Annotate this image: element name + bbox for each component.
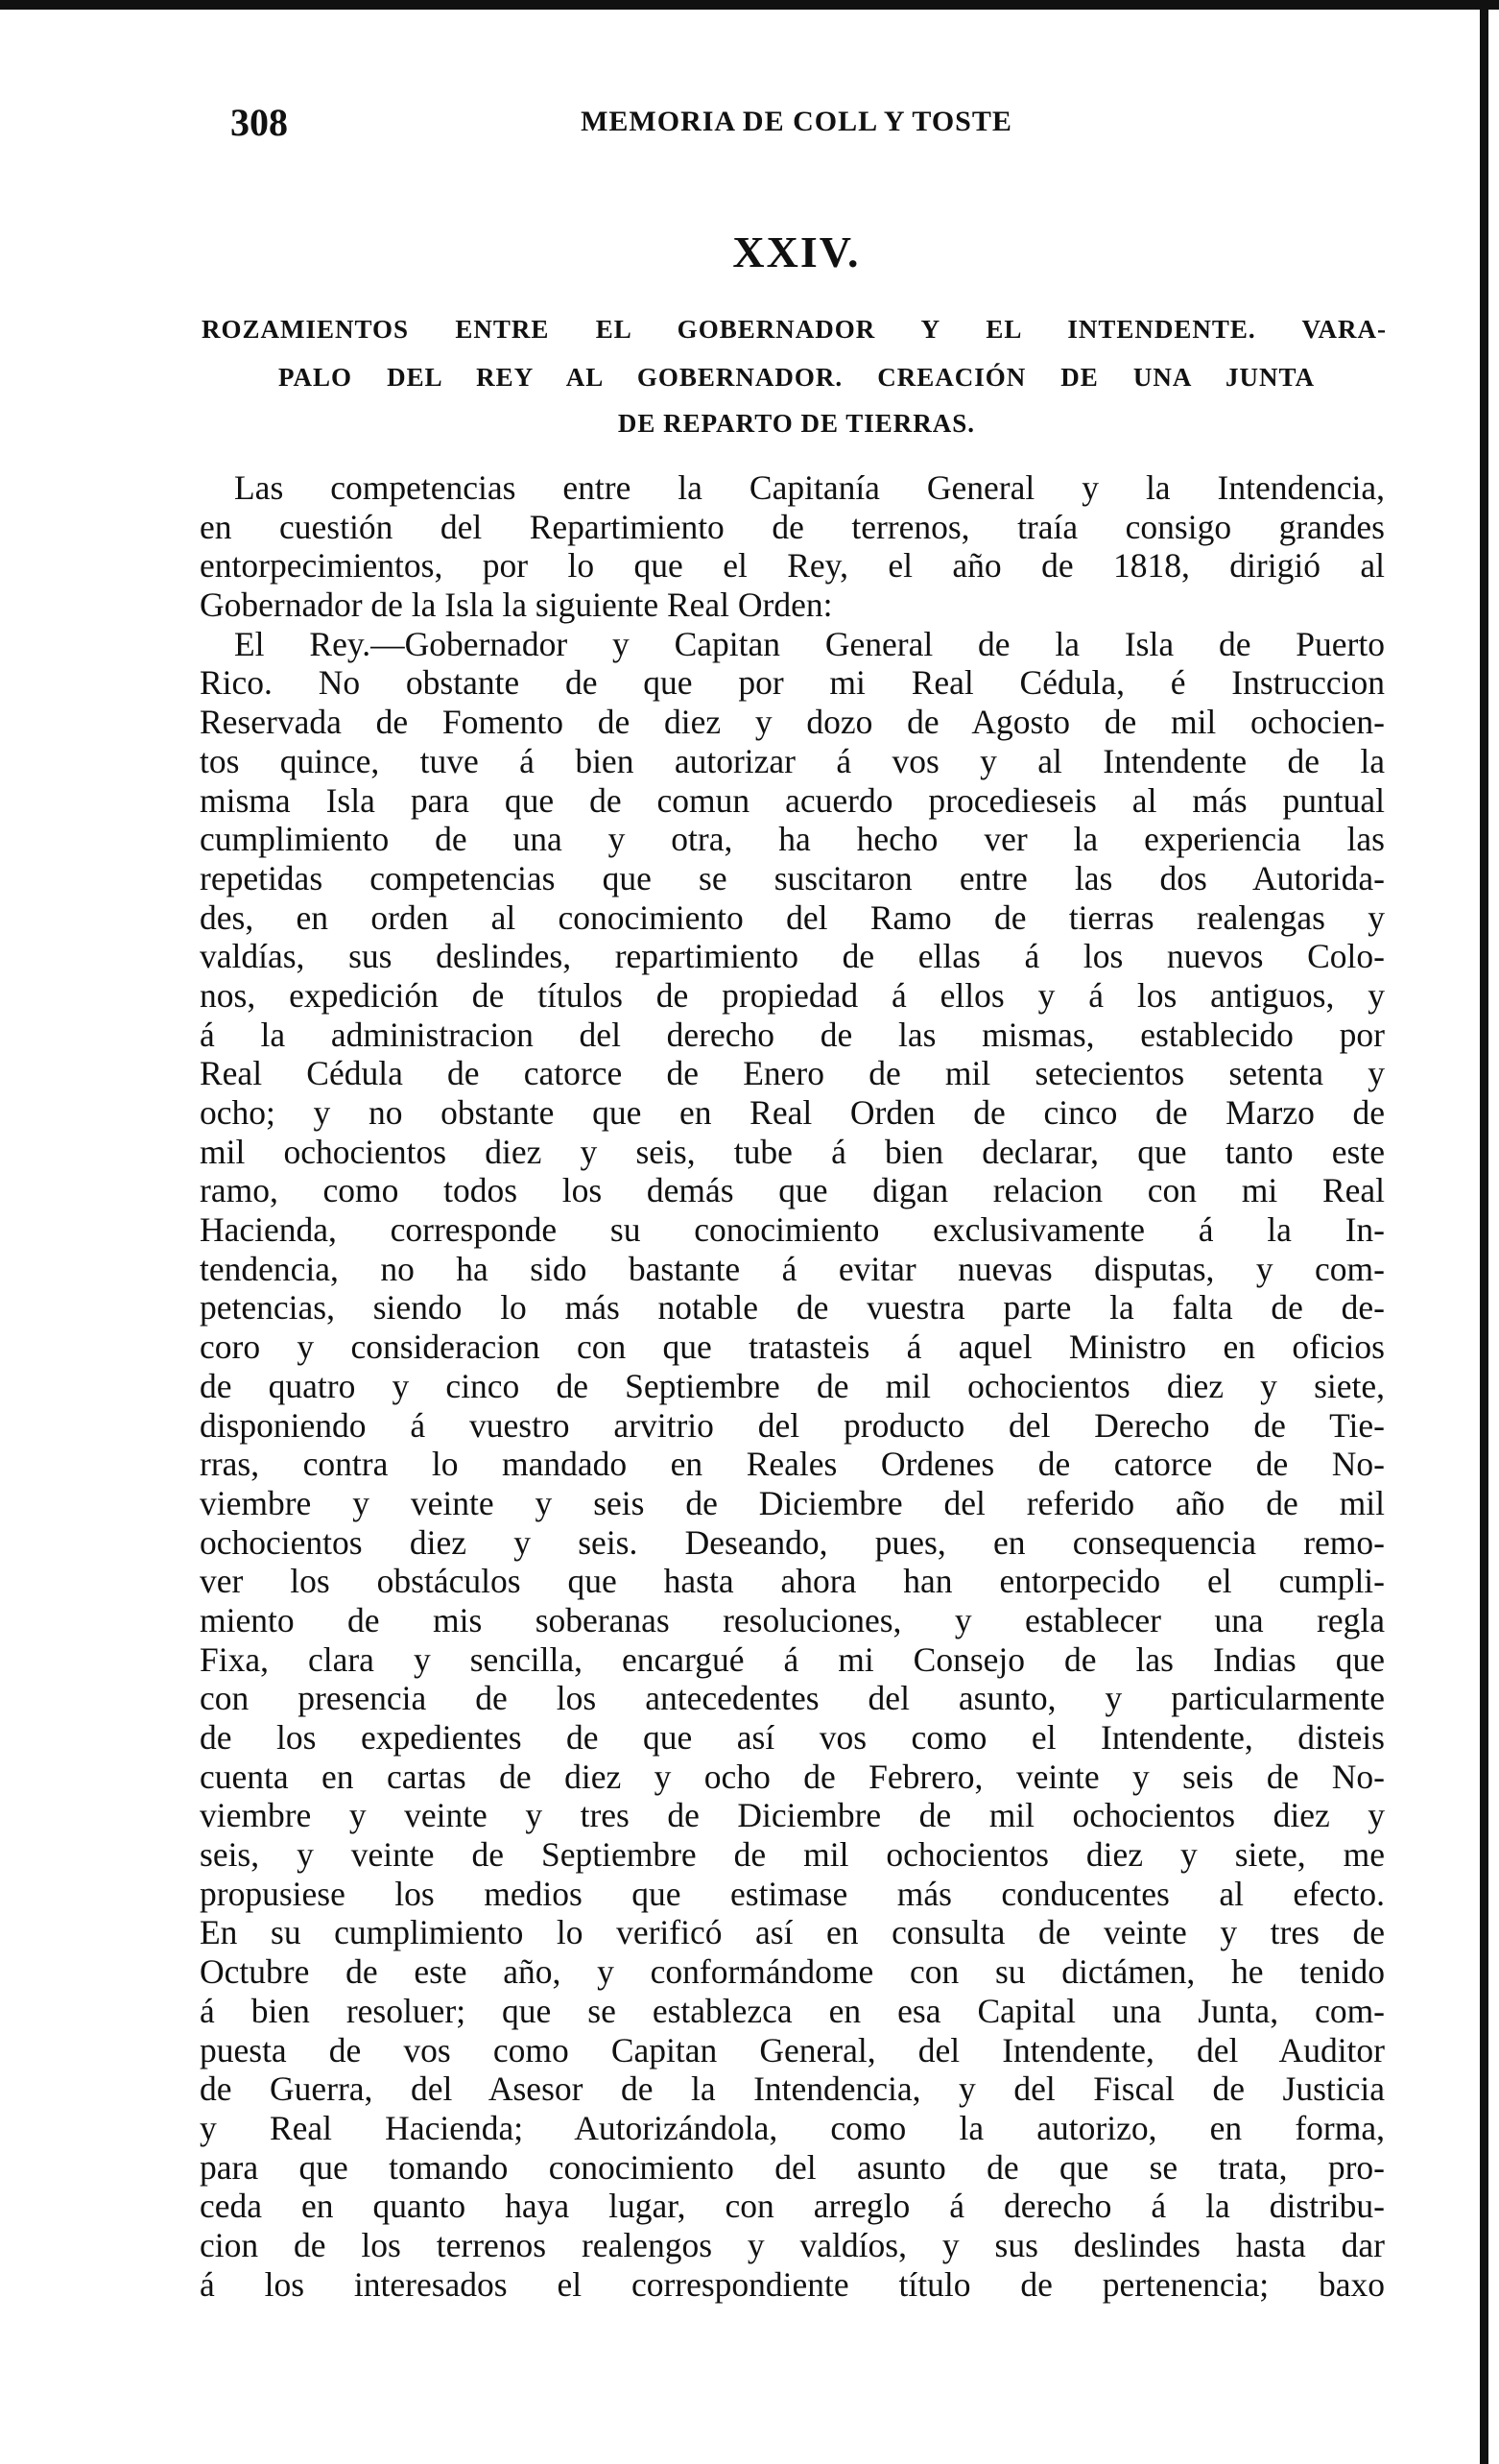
chapter-number: XXIV. <box>732 227 861 276</box>
body-text-line: para que tomando conocimiento del asunto de que se trata, pro- <box>200 2147 1385 2187</box>
body-text-line: ceda en quanto haya lugar, con arreglo á derecho á la distribu- <box>200 2187 1385 2226</box>
body-text-line: seis, y veinte de Septiembre de mil ochocientos diez y siete, me <box>200 1835 1385 1875</box>
body-text-line: cion de los terrenos realengos y valdíos, y sus deslindes hasta dar <box>200 2225 1385 2264</box>
body-text-line: rras, contra lo mandado en Reales Ordenes de catorce de No- <box>200 1445 1385 1484</box>
body-text-line: En su cumplimiento lo verificó así en consulta de veinte y tres de <box>200 1913 1385 1952</box>
body-text-line: El Rey.—Gobernador y Capitan General de la Isla de Puerto <box>234 624 1385 663</box>
body-text-line: viembre y veinte y seis de Diciembre del referido año de mil <box>200 1483 1385 1522</box>
body-text-line: Fixa, clara y sencilla, encargué á mi Consejo de las Indias que <box>200 1639 1385 1679</box>
body-text-line: mil ochocientos diez y seis, tube á bien declarar, que tanto este <box>200 1132 1385 1171</box>
top-border-line <box>0 0 1499 10</box>
body-text-line: á la administracion del derecho de las mismas, establecido por <box>200 1015 1385 1054</box>
body-text-line: con presencia de los antecedentes del asunto, y particularmente <box>200 1679 1385 1718</box>
body-text-line: á los interesados el correspondiente título de pertenencia; baxo <box>200 2264 1385 2304</box>
body-text-line: de los expedientes de que así vos como el Intendente, disteis <box>200 1718 1385 1757</box>
chapter-heading-line: DE REPARTO DE TIERRAS. <box>617 409 976 438</box>
body-text-line: ochocientos diez y seis. Deseando, pues, en consequencia remo- <box>200 1522 1385 1562</box>
running-head: MEMORIA DE COLL Y TOSTE <box>581 106 1012 137</box>
body-text-line: tos quince, tuve á bien autorizar á vos y al Intendente de la <box>200 741 1385 780</box>
body-text-line: tendencia, no ha sido bastante á evitar nuevas disputas, y com- <box>200 1249 1385 1288</box>
body-text-line: cumplimiento de una y otra, ha hecho ver la experiencia las <box>200 820 1385 859</box>
body-text-line: ramo, como todos los demás que digan relacion con mi Real <box>200 1171 1385 1210</box>
body-text-line: miento de mis soberanas resoluciones, y establecer una regla <box>200 1600 1385 1639</box>
page-header <box>230 100 1363 148</box>
body-text-line: en cuestión del Repartimiento de terrenos, traía consigo grandes <box>200 507 1385 546</box>
body-text-line: viembre y veinte y tres de Diciembre de mil ochocientos diez y <box>200 1796 1385 1835</box>
body-text-line: Real Cédula de catorce de Enero de mil setecientos setenta y <box>200 1054 1385 1093</box>
body-text-line: Hacienda, corresponde su conocimiento exclusivamente á la In- <box>200 1210 1385 1250</box>
body-text-line: des, en orden al conocimiento del Ramo de tierras realengas y <box>200 897 1385 937</box>
chapter-heading-line: PALO DEL REY AL GOBERNADOR. CREACIÓN DE UNA JUNTA <box>278 363 1315 392</box>
body-text-line: valdías, sus deslindes, repartimiento de ellas á los nuevos Colo- <box>200 937 1385 976</box>
body-text-line: Las competencias entre la Capitanía General y la Intendencia, <box>234 468 1385 507</box>
body-text-line: repetidas competencias que se suscitaron entre las dos Autorida- <box>200 858 1385 897</box>
body-text-line: á bien resoluer; que se establezca en esa Capital una Junta, com- <box>200 1991 1385 2030</box>
body-text <box>200 468 1385 2304</box>
body-text-line: disponiendo á vuestro arvitrio del producto del Derecho de Tie- <box>200 1405 1385 1445</box>
body-text-line: Rico. No obstante de que por mi Real Cédula, é Instruccion <box>200 663 1385 703</box>
body-text-line: ocho; y no obstante que en Real Orden de cinco de Marzo de <box>200 1093 1385 1132</box>
body-text-line: misma Isla para que de comun acuerdo procedieseis al más puntual <box>200 780 1385 820</box>
right-border-line <box>1480 0 1488 2464</box>
body-text-line: coro y consideracion con que tratasteis á aquel Ministro en oficios <box>200 1328 1385 1367</box>
body-text-line: puesta de vos como Capitan General, del Intendente, del Auditor <box>200 2030 1385 2069</box>
body-text-line: Reservada de Fomento de diez y dozo de Agosto de mil ochocien- <box>200 703 1385 742</box>
chapter-heading-line: ROZAMIENTOS ENTRE EL GOBERNADOR Y EL INTENDENTE. VARA- <box>202 315 1387 344</box>
body-text-line: nos, expedición de títulos de propiedad á ellos y á los antiguos, y <box>200 975 1385 1015</box>
body-text-line: ver los obstáculos que hasta ahora han entorpecido el cumpli- <box>200 1562 1385 1601</box>
body-text-line: propusiese los medios que estimase más conducentes al efecto. <box>200 1874 1385 1913</box>
body-text-line: cuenta en cartas de diez y ocho de Febrero, veinte y seis de No- <box>200 1757 1385 1796</box>
body-text-line: de quatro y cinco de Septiembre de mil ochocientos diez y siete, <box>200 1366 1385 1405</box>
body-text-line: Octubre de este año, y conformándome con su dictámen, he tenido <box>200 1952 1385 1992</box>
body-text-line: de Guerra, del Asesor de la Intendencia, y del Fiscal de Justicia <box>200 2069 1385 2109</box>
body-text-line: petencias, siendo lo más notable de vuestra parte la falta de de- <box>200 1288 1385 1328</box>
body-text-line: entorpecimientos, por lo que el Rey, el año de 1818, dirigió al <box>200 546 1385 586</box>
body-text-line: y Real Hacienda; Autorizándola, como la autorizo, en forma, <box>200 2108 1385 2147</box>
body-text-line: Gobernador de la Isla la siguiente Real Orden: <box>200 586 833 625</box>
page-number: 308 <box>230 101 288 144</box>
